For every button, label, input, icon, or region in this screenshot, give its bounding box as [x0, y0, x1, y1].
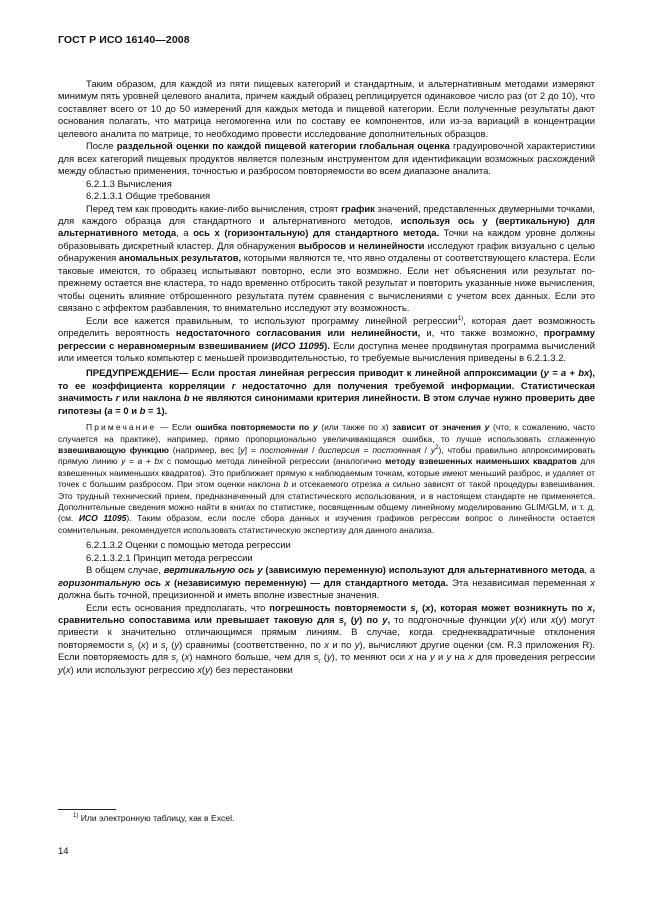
document-body: [58, 79, 595, 677]
section-heading-6-2-1-3-2-1: 6.2.1.3.2.1 Принцип метода регрессии: [86, 552, 253, 564]
footnote: [73, 813, 234, 823]
paragraph-repeatability-error: Если есть основания предполагать, что погрешность повторяемости $s_r$ (x), которая может возникнуть по x, сравнительно сопоставима или превышает таковую для $s_r$ (y) по y, то подгоночные функции y(x) или x(y) могут привести к значительно отличающимся прямым линиям. В случае, когда среднеквадратичные отклонения повторяемости $s_r$ (x) и $s_r$ (y) сравнимы (соответственно, по x и по y), вычисляют другие оценки (см. R.3 приложения R). Если повторяемость для $s_r$ (x) намного больше, чем для $s_r$ (y), то меняют оси x на y и y на x для проведения регрессии y(x) или используют регрессию x(y) без перестановки: [58, 602, 595, 676]
warning-paragraph: ПРЕДУПРЕЖДЕНИЕ— Если простая линейная регрессия приводит к линейной аппроксимации (y = a + bx), то ее коэффициента корреляции r недостаточно для получения требуемой информации. Статистическая значимость r или наклона b не являются синонимами критерия линейности. В этом случае нужно проверить две гипотезы (a = 0 и b = 1).: [58, 368, 595, 417]
paragraph-linear-regression: Если все кажется правильным, то используют программу линейной регрессии$^{1)}$, которая дает возможность определить вероятность недостаточного согласования или нелинейности, и, что также возможно, программу регрессии с неравномерным взвешиванием (ИСО 11095). Если доступна менее продвинутая программа вычислений или имеется только компьютер с меньшей производительностью, то требуемые вычисления приведены в 6.2.1.3.2.: [58, 314, 596, 364]
paragraph-global-assessment: После раздельной оценки по каждой пищевой категории глобальная оценка градуировочной характеристики для всех категорий пищевых продуктов является полезным инструментом для идентификации возможных расхождений между областью применения, точностью и разбросом повторяемости во всем диапазоне аналита.: [58, 141, 595, 178]
footnote-ref: 1): [457, 314, 464, 322]
page-number: 14: [58, 846, 69, 857]
section-heading-6-2-1-3-2: 6.2.1.3.2 Оценки с помощью метода регрессии: [86, 540, 291, 552]
note-label: Примечание: [86, 422, 157, 433]
footnote-divider: [58, 809, 116, 810]
paragraph-axes-principle: В общем случае, вертикальную ось y (зависимую переменную) используют для альтернативного метода, а горизонтальную ось x (независимую переменную) — для стандартного метода. Эта независимая переменная x должна быть точной, прецизионной и иметь вполне известные значения.: [58, 565, 596, 602]
document-header: ГОСТ Р ИСО 16140—2008: [58, 34, 190, 46]
paragraph-plot-construction: Перед тем как проводить какие-либо вычисления, строят график значений, представленных двумерными точками, для каждого образца для стандартного и альтернативного методов, используя ось у (вертикальную) для альтернативного метода, а ось х (горизонтальную) для стандартного метода. Точки на каждом уровне должны образовывать дискретный кластер. Для обнаружения выбросов и нелинейности исследуют график визуально с целью обнаружения аномальных результатов, которыми являются те, что явно отдалены от соответствующего кластера. Если таковые имеются, то образец испытывают повторно, если это возможно. Если нет объяснения или результат по-прежнему остается вне кластера, то надо временно отбросить такой результат и повторить указанные ниже вычисления, чтобы оценить влияние отброшенного результата путем сравнения с вычислениями с учетом всех данных. Если это связано с эффектом разбавления, то внимательно исследуют эту возможность.: [58, 203, 595, 315]
paragraph-analyte-levels: Таким образом, для каждой из пяти пищевых категорий и стандартным, и альтернативным методами измеряют минимум пять уровней целевого аналита, причем каждый образец реплицируется одинаковое число раз (от 2 до 10), что составляет всего от 10 до 50 измерений для каждых метода и пищевой категории. Если полученные результаты дают основания полагать, что матрица негомогенна или по составу ее компонентов, или из-за вариаций в концентрации целевого аналита по матрице, то необходимо провести исследование дополнительных образцов.: [58, 79, 595, 140]
footnote-text: Или электронную таблицу, как в Excel.: [80, 813, 235, 823]
section-heading-6-2-1-3: 6.2.1.3 Вычисления: [86, 178, 172, 190]
section-heading-6-2-1-3-1: 6.2.1.3.1 Общие требования: [86, 191, 211, 203]
footnote-mark: 1): [73, 813, 79, 820]
note-paragraph: Примечание — Если ошибка повторяемости по y (или также по x) зависит от значения y (что, к сожалению, часто случается на практике), например, прямо пропорционально увеличивающаяся ошибка, то лучше использовать сглаженную взвешивающую функцию (например, вес [y] = постоянная / дисперсия = постоянная / $y^2$), чтобы правильно аппроксимировать прямую линию y = a + bx с помощью метода линейной регрессии (аналогично методу взвешенных наименьших квадратов для взвешенных наименьших квадратов). Это приближает прямую к наблюдаемым точкам, которые имеют меньший разброс, и удаляет от точек с большим разбросом. При этом оценки наклона b и отсекаемого отрезка a сильно зависят от такой процедуры взвешивания. Это трудный технический прием, предназначенный для статистического использования, и в настоящем стандарте не применяется. Дополнительные сведения можно найти в книгах по статистике, посвященным общему линейному моделированию GLIM/GLM, и т. д. (см. ИСО 11095). Таким образом, если после сбора данных и изучения графиков регрессии вопрос о линейности остается сомнительным, рекомендуется использовать статистическую экспертизу для данного анализа.: [58, 422, 596, 535]
